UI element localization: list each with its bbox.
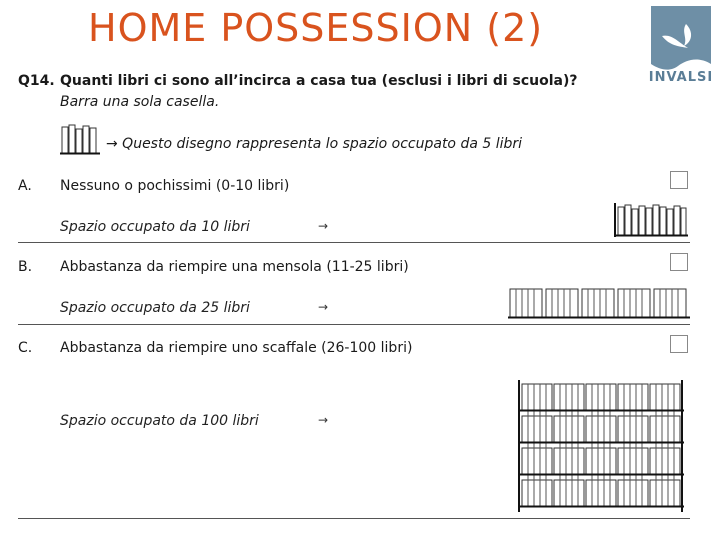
- divider: [18, 518, 690, 519]
- option-a-space-label: Spazio occupato da 10 libri: [60, 219, 250, 235]
- invalsi-logo: [648, 6, 714, 92]
- option-a-label: Nessuno o pochissimi (0-10 libri): [60, 178, 290, 194]
- option-a-checkbox[interactable]: [670, 171, 688, 189]
- question-text: Quanti libri ci sono all’incirca a casa tua (esclusi i libri di scuola)?: [60, 73, 578, 89]
- logo-text: INVALSI: [648, 70, 714, 85]
- books-100-icon: [518, 380, 684, 516]
- option-b-letter: B.: [18, 259, 33, 275]
- option-a-letter: A.: [18, 178, 32, 194]
- option-c-space-label: Spazio occupato da 100 libri: [60, 413, 259, 429]
- option-c-checkbox[interactable]: [670, 335, 688, 353]
- option-b-space-label: Spazio occupato da 25 libri: [60, 300, 250, 316]
- option-b-label: Abbastanza da riempire una mensola (11-25 libri): [60, 259, 409, 275]
- books-10-icon: [614, 201, 688, 241]
- option-c-letter: C.: [18, 340, 33, 356]
- option-b-checkbox[interactable]: [670, 253, 688, 271]
- option-c-label: Abbastanza da riempire uno scaffale (26-100 libri): [60, 340, 413, 356]
- legend-text: → Questo disegno rappresenta lo spazio occupato da 5 libri: [106, 136, 523, 152]
- question-number: Q14.: [18, 73, 55, 89]
- books-25-icon: [508, 283, 690, 323]
- divider: [18, 242, 690, 243]
- option-b-arrow-icon: →: [318, 300, 329, 314]
- slide-title: HOME POSSESSION (2): [88, 6, 544, 50]
- books-5-icon: [60, 123, 100, 159]
- question-instruction: Barra una sola casella.: [60, 94, 220, 110]
- divider: [18, 324, 690, 325]
- option-a-arrow-icon: →: [318, 219, 329, 233]
- option-c-arrow-icon: →: [318, 413, 329, 427]
